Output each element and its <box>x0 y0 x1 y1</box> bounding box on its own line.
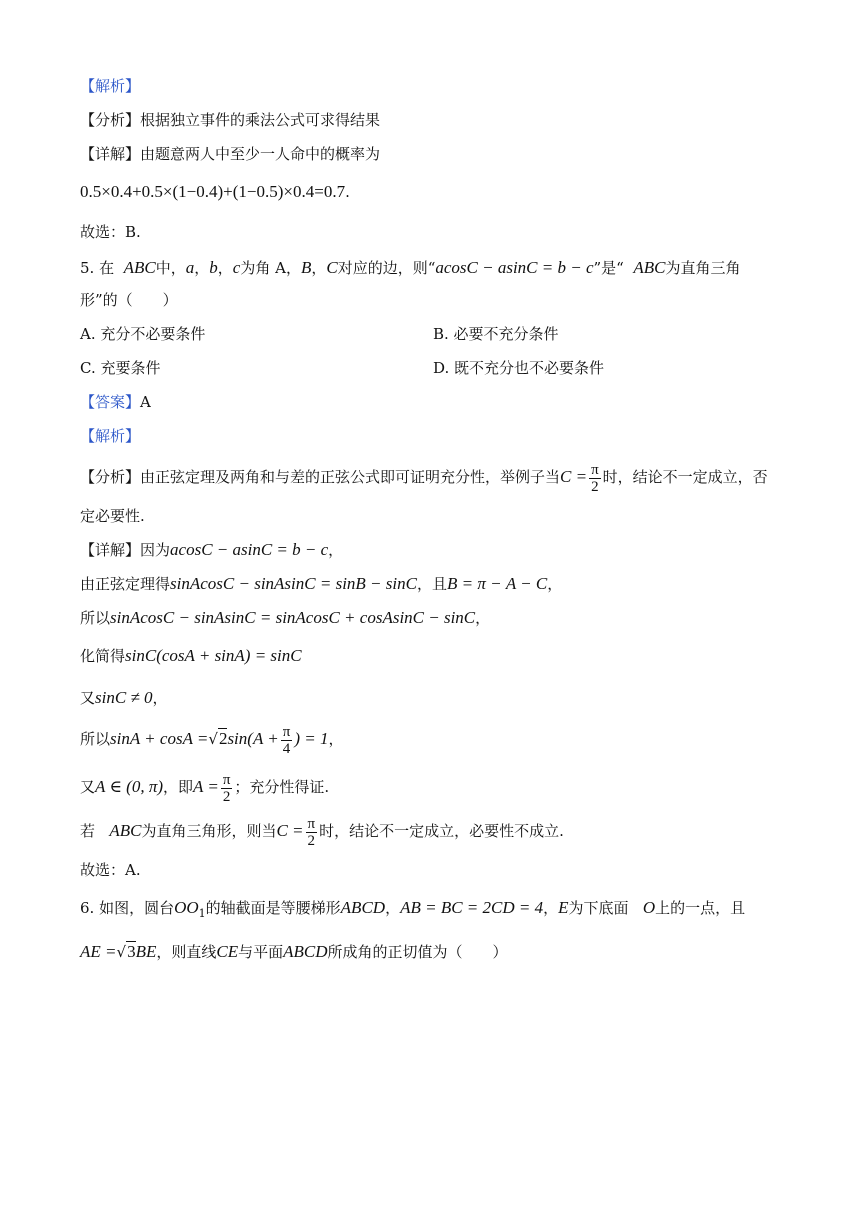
analysis-5-cont: 定必要性. <box>80 507 145 525</box>
sqrt-symbol-6: √3 <box>116 942 136 961</box>
detail-5-line-6: 所以sinA + cosA =√2sin(A + $\frac{\pi}{4}$ ) = 1， <box>80 723 344 757</box>
question-5-stem-cont: 形”的（ ） <box>80 291 178 309</box>
sqrt-symbol: √2 <box>208 729 228 748</box>
option-c: C. 充要条件 <box>80 359 161 377</box>
detail-5-line-3: 所以sinAcosC − sinAsinC = sinAcosC + cosAsinC − sinC， <box>80 608 491 627</box>
detail-5-line-2: 由正弦定理得sinAcosC − sinAsinC = sinB − sinC，且B = π − A − C， <box>80 574 563 593</box>
question-6-stem-cont: AE =√3BE，则直线CE与平面ABCD所成角的正切值为（ ） <box>80 942 508 961</box>
detail-5-line-4: 化简得sinC(cosA + sinA) = sinC <box>80 646 302 665</box>
probability-formula: 0.5×0.4+0.5×(1−0.4)+(1−0.5)×0.4=0.7. <box>80 182 350 201</box>
answer-choice-5: 故选：A. <box>80 861 141 879</box>
question-6-stem: 6. 如图，圆台$OO_1$的轴截面是等腰梯形ABCD，AB = BC = 2CD = 4，E为下底面 O上的一点，且 <box>80 898 746 920</box>
answer-line: 【答案】A <box>80 393 151 411</box>
question-5-stem: 5. 在 ABC中，a，b，c为角 A，B，C对应的边，则“acosC − asinC = b − c”是“ ABC为直角三角 <box>80 258 741 277</box>
fraction-pi-4: $\frac{\pi}{4}$ <box>282 723 291 757</box>
analysis-heading-5: 【解析】 <box>80 427 141 445</box>
analysis-5: 【分析】由正弦定理及两角和与差的正弦公式即可证明充分性，举例子当C = $\frac{\pi}{2}$ 时，结论不一定成立，否 <box>80 461 768 495</box>
detail-line: 【详解】由题意两人中至少一人命中的概率为 <box>80 145 381 163</box>
option-a: A. 充分不必要条件 <box>80 325 206 343</box>
detail-5-line-8: 若 ABC为直角三角形，则当C = $\frac{\pi}{2}$ 时，结论不一定成立，必要性不成立. <box>80 815 564 849</box>
option-d: D. 既不充分也不必要条件 <box>433 359 605 377</box>
option-b: B. 必要不充分条件 <box>433 325 559 343</box>
analysis-heading: 【解析】 <box>80 77 141 95</box>
detail-5-line-5: 又sinC ≠ 0， <box>80 688 168 707</box>
detail-5-line-1: 【详解】因为acosC − asinC = b − c， <box>80 540 344 559</box>
fraction-pi-2-c: $\frac{\pi}{2}$ <box>307 815 316 849</box>
answer-choice-prev: 故选：B. <box>80 223 141 241</box>
detail-5-line-7: 又A ∈ (0, π)，即A = $\frac{\pi}{2}$ ；充分性得证. <box>80 771 330 805</box>
fraction-pi-2-b: $\frac{\pi}{2}$ <box>222 771 231 805</box>
fraction-pi-2: $\frac{\pi}{2}$ <box>591 461 599 495</box>
analysis-summary: 【分析】根据独立事件的乘法公式可求得结果 <box>80 111 381 129</box>
